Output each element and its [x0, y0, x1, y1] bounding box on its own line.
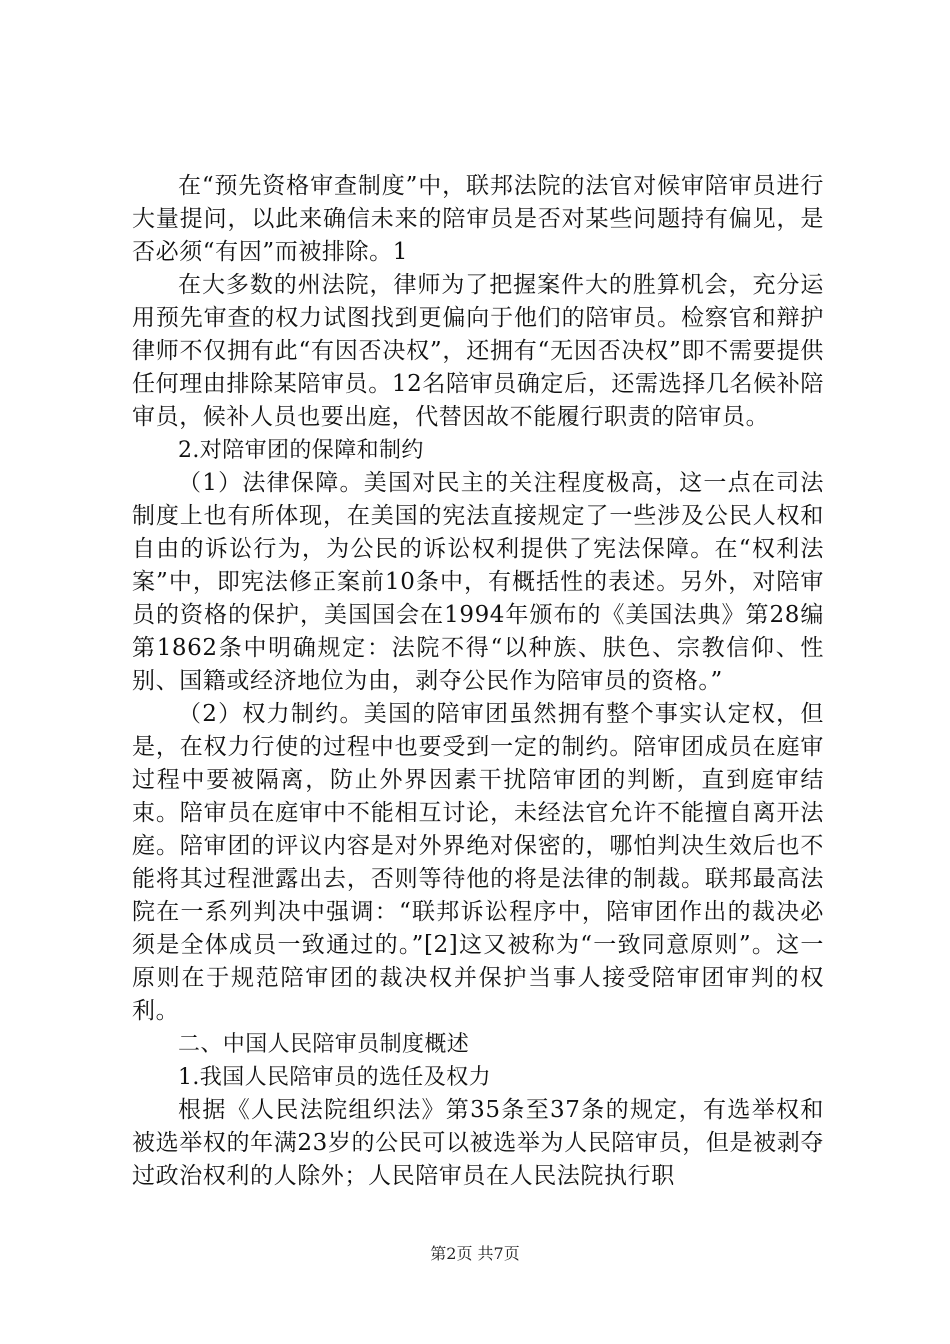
paragraph-power-restriction: （2）权力制约。美国的陪审团虽然拥有整个事实认定权，但是，在权力行使的过程中也要受到一定的制约。陪审团成员在庭审过程中要被隔离，防止外界因素干扰陪审团的判断，直到庭审结束。陪审员在庭审中不能相互讨论，未经法官允许不能擅自离开法庭。陪审团的评议内容是对外界绝对保密的，哪怕判决生效后也不能将其过程泄露出去，否则等待他的将是法律的制裁。联邦最高法院在一系列判决中强调：“联邦诉讼程序中，陪审团作出的裁决必须是全体成员一致通过的。”[2]这又被称为“一致同意原则”。这一原则在于规范陪审团的裁决权并保护当事人接受陪审团审判的权利。 — [132, 701, 824, 1024]
page-footer: 第2页 共7页 — [430, 1244, 520, 1263]
paragraph-preliminary-review: 在“预先资格审查制度”中，联邦法院的法官对候审陪审员进行大量提问，以此来确信未来的陪审员是否对某些问题持有偏见，是否必须“有因”而被排除。1 — [132, 173, 824, 265]
paragraph-legal-protection: （1）法律保障。美国对民主的关注程度极高，这一点在司法制度上也有所体现，在美国的宪法直接规定了一些涉及公民人权和自由的诉讼行为，为公民的诉讼权利提供了宪法保障。在“权利法案”中，即宪法修正案前10条中，有概括性的表述。另外，对陪审员的资格的保护，美国国会在1994年颁布的《美国法典》第28编第1862条中明确规定：法院不得“以种族、肤色、宗教信仰、性别、国籍或经济地位为由，剥夺公民作为陪审员的资格。” — [132, 470, 824, 694]
section-heading-jury-safeguards: 2.对陪审团的保障和制约 — [178, 438, 424, 463]
paragraph-organic-law: 根据《人民法院组织法》第35条至37条的规定，有选举权和被选举权的年满23岁的公民可以被选举为人民陪审员，但是被剥夺过政治权利的人除外；人民陪审员在人民法院执行职 — [132, 1097, 824, 1189]
section-heading-china-overview: 二、中国人民陪审员制度概述 — [178, 1032, 470, 1057]
paragraph-state-courts: 在大多数的州法院，律师为了把握案件大的胜算机会，充分运用预先审查的权力试图找到更偏向于他们的陪审员。检察官和辩护律师不仅拥有此“有因否决权”，还拥有“无因否决权”即不需要提供任何理由排除某陪审员。12名陪审员确定后，还需选择几名候补陪审员，候补人员也要出庭，代替因故不能履行职责的陪审员。 — [132, 272, 824, 430]
section-heading-selection-powers: 1.我国人民陪审员的选任及权力 — [178, 1065, 491, 1090]
document-body — [132, 170, 824, 1193]
